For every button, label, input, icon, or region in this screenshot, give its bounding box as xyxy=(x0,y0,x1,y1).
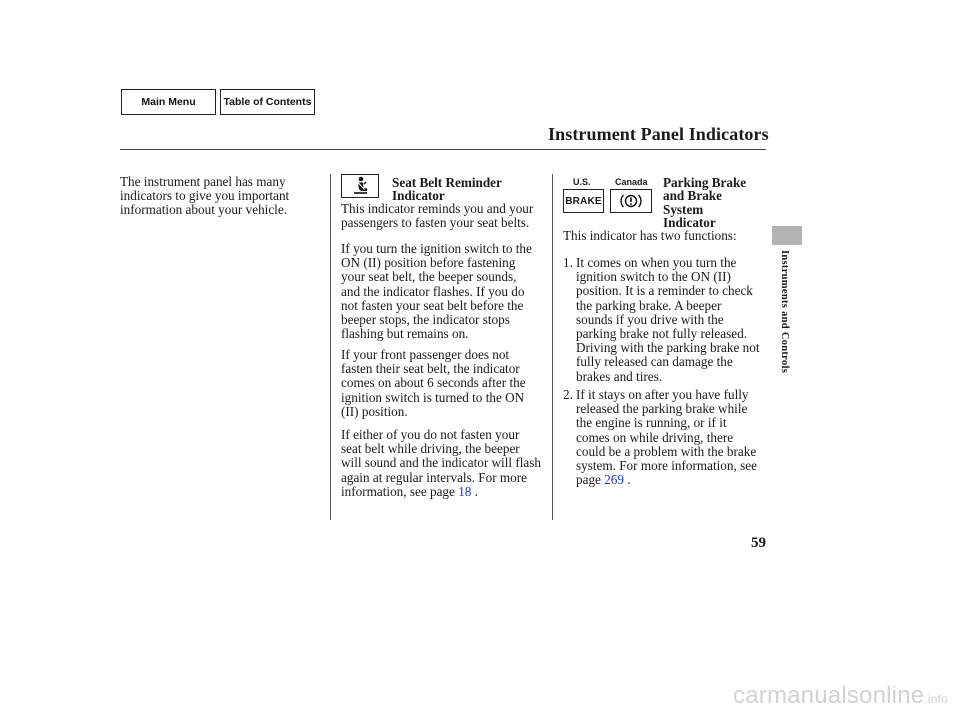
page-269-link[interactable]: 269 xyxy=(604,472,624,488)
section-tab-marker xyxy=(772,226,802,245)
column-divider-left xyxy=(330,174,331,520)
table-of-contents-button[interactable]: Table of Contents xyxy=(220,89,315,115)
page-number: 59 xyxy=(751,535,766,551)
parking-brake-intro: This indicator has two functions: xyxy=(563,228,737,243)
seat-belt-icon xyxy=(349,176,371,196)
seat-belt-paragraph-1: This indicator reminds you and your passengers to fasten your seat belts. xyxy=(341,201,534,231)
page-18-link[interactable]: 18 xyxy=(458,483,472,499)
main-menu-button[interactable]: Main Menu xyxy=(121,89,216,115)
seat-belt-paragraph-2: If you turn the ignition switch to the ON (II) position before fastening your seat belt, the beeper sounds, and the indicator flashes. If you do not fasten your seat belt before the beeper stops, the indicator stops flashing but remains on. xyxy=(341,241,532,342)
seat-belt-paragraph-4: If either of you do not fasten your seat belt while driving, the beeper will sound and the indicator will flash again at regular intervals. For more information, see page 18 . xyxy=(341,427,541,499)
title-rule xyxy=(120,149,766,150)
intro-paragraph: The instrument panel has many indicators to give you important information about your vehicle. xyxy=(120,174,290,218)
parking-brake-item-2-number: 2. xyxy=(563,387,573,402)
brake-warning-icon xyxy=(619,192,643,210)
seat-belt-paragraph-3: If your front passenger does not fasten their seat belt, the indicator comes on about 6 seconds after the ignition switch is turned to the ON (II) position. xyxy=(341,347,526,419)
us-label: U.S. xyxy=(573,177,591,187)
seat-belt-indicator xyxy=(341,174,379,198)
canada-label: Canada xyxy=(615,177,648,187)
page-title: Instrument Panel Indicators xyxy=(548,124,769,144)
brake-indicator-us: BRAKE xyxy=(563,189,604,213)
parking-brake-heading: Parking Brake and Brake System Indicator xyxy=(663,175,747,231)
parking-brake-item-2: If it stays on after you have fully released the parking brake while the engine is running, or if it comes on while driving, there could be a problem with the brake system. For more information, see page 269 . xyxy=(576,387,757,488)
seat-belt-heading: Seat Belt Reminder Indicator xyxy=(392,175,502,204)
parking-brake-item-1: It comes on when you turn the ignition switch to the ON (II) position. It is a reminder to check the parking brake. A beeper sounds if you drive with the parking brake not fully released. Driving with the parking brake not fully released can damage the brakes and tires. xyxy=(576,255,760,384)
column-divider-right xyxy=(552,174,553,520)
watermark: carmanualsonline.info xyxy=(733,682,948,709)
brake-indicator-canada xyxy=(610,189,652,213)
parking-brake-item-1-number: 1. xyxy=(563,255,573,270)
section-tab-label: Instruments and Controls xyxy=(779,250,790,374)
